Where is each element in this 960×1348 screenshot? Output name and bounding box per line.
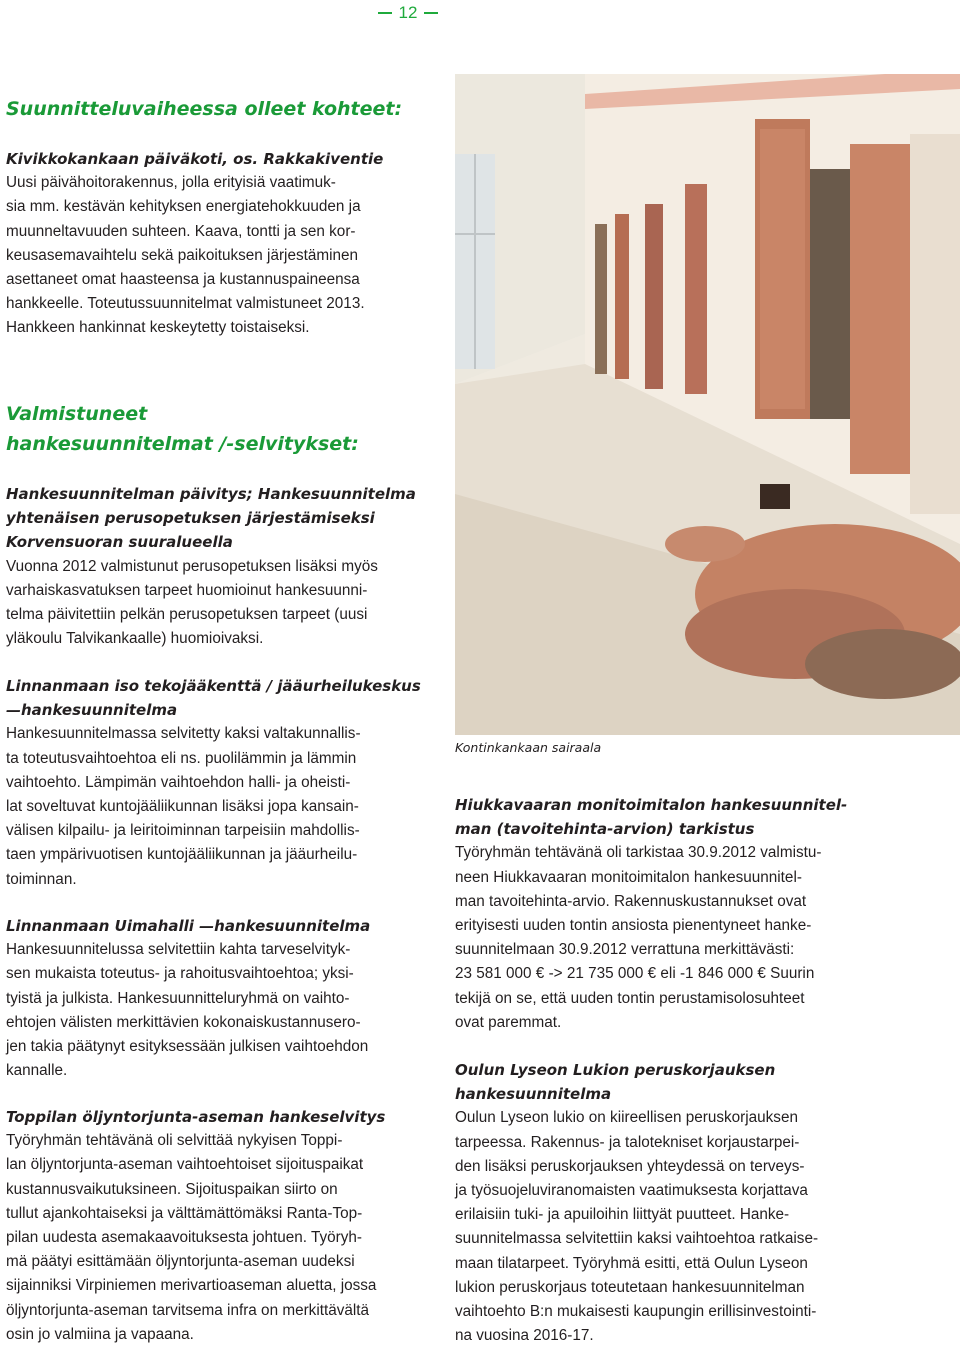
body-line: Oulun Lyseon lukio on kiireellisen peruskorjauksen — [455, 1109, 798, 1127]
page-number — [378, 4, 438, 22]
body-line: ovat paremmat. — [455, 1013, 562, 1031]
body-line: Työryhmän tehtävänä oli selvittää nykyisen Toppi- — [6, 1132, 343, 1150]
body-line: suunnitelmassa selvitettiin kaksi vaihtoehtoa ratkaise- — [455, 1230, 819, 1248]
body-line: jen takia päätynyt esityksessään julkisen vaihtoehdon — [6, 1038, 369, 1056]
body-line: hankkeelle. Toteutussuunnitelmat valmistuneet 2013. — [6, 295, 365, 313]
article-kivikkokangas — [6, 147, 446, 341]
body-line: muunneltavuuden suhteen. Kaava, tontti ja sen kor- — [6, 222, 356, 240]
body-line: Hankesuunnitelmassa selvitetty kaksi valtakunnallis- — [6, 725, 361, 743]
body-line: lat soveltuvat kuntojääliikunnan lisäksi jopa kansain- — [6, 798, 359, 816]
article-title: —hankesuunnitelma — [6, 701, 178, 720]
body-line: sia mm. kestävän kehityksen energiatehokkuuden ja — [6, 198, 361, 216]
body-line: tullut ajankohtaiseksi ja välttämättömäksi Ranta-Top- — [6, 1204, 363, 1222]
body-line: yläkoulu Talvikankaalle) huomioivaksi. — [6, 630, 264, 648]
article-title: man (tavoitehinta-arvion) tarkistus — [455, 820, 755, 839]
body-line: man tavoitehinta-arvio. Rakennuskustannukset ovat — [455, 892, 807, 910]
body-line: 23 581 000 € -> 21 735 000 € eli -1 846 000 € Suurin — [455, 965, 815, 983]
article-toppila — [6, 1105, 451, 1347]
body-line: pilan uudesta asemakaavoituksesta johtuen. Työryh- — [6, 1229, 363, 1247]
article-title: Korvensuoran suuralueella — [6, 533, 233, 552]
body-line: Työryhmän tehtävänä oli tarkistaa 30.9.2012 valmistu- — [455, 844, 822, 862]
corridor-photo-drawing — [455, 74, 960, 735]
body-line: taen ympärivuotisen kuntojääliikunnan ja jääurheilu- — [6, 846, 358, 864]
article-title: Oulun Lyseon Lukion peruskorjauksen — [455, 1061, 776, 1079]
body-line: neen Hiukkavaaran monitoimitalon hankesuunnitel- — [455, 868, 802, 886]
body-line: ta toteutusvaihtoehtoa eli ns. puolilämmin ja lämmin — [6, 749, 357, 767]
page-number-dash-left — [378, 12, 392, 14]
article-title: Toppilan öljyntorjunta-aseman hankeselvitys — [6, 1108, 386, 1126]
article-title: yhtenäisen perusopetuksen järjestämiseksi — [6, 509, 375, 528]
body-line: erityisesti uuden tontin ansiosta pienentyneet hanke- — [455, 917, 812, 935]
article-lyseo — [455, 1058, 925, 1348]
section-heading-line: hankesuunnitelmat /-selvitykset: — [6, 433, 359, 455]
body-line: kannalle. — [6, 1062, 68, 1080]
body-line: telma päivitettiin pelkän perusopetuksen tarpeet (uusi — [6, 606, 368, 624]
body-line: asettaneet omat haasteensa ja kustannuspaineensa — [6, 271, 360, 289]
body-line: välisen kilpailu- ja leiritoiminnan tarpeisiin mahdollis- — [6, 822, 360, 840]
body-line: tarpeessa. Rakennus- ja talotekniset korjaustarpei- — [455, 1133, 800, 1151]
body-line: vaihtoehto. Lämpimän vaihtoehdon halli- ja oheisti- — [6, 773, 351, 791]
section-heading-completed — [6, 399, 359, 459]
body-line: varhaiskasvatuksen tarpeet huomioinut hankesuunni- — [6, 581, 368, 599]
article-title: hankesuunnitelma — [455, 1085, 612, 1104]
body-line: tekijä on se, että uuden tontin perustamisolosuhteet — [455, 989, 805, 1007]
body-line: kustannusvaikutuksineen. Sijoituspaikan siirto on — [6, 1180, 338, 1198]
body-line: lukion peruskorjaus toteutetaan hankesuunnitelman — [455, 1278, 805, 1296]
body-line: suunnitelmaan 30.9.2012 verrattuna merkittävästi: — [455, 941, 795, 959]
body-line: mä päätyi esittämään öljyntorjunta-aseman uudeksi — [6, 1253, 355, 1271]
body-line: ja työsuojeluviranomaisten vaatimuksesta korjattava — [455, 1182, 808, 1200]
section-heading-planning: Suunnitteluvaiheessa olleet kohteet: — [6, 98, 403, 120]
body-line: Vuonna 2012 valmistunut perusopetuksen lisäksi myös — [6, 557, 378, 575]
body-line: ehtojen välisten merkittävien kokonaiskustannusero- — [6, 1013, 361, 1031]
article-paivitys — [6, 482, 451, 651]
body-line: Hankesuunnitelussa selvitettiin kahta tarveselvityk- — [6, 941, 351, 959]
body-line: toiminnan. — [6, 870, 77, 888]
body-line: lan öljyntorjunta-aseman vaihtoehtoiset sijoituspaikat — [6, 1156, 364, 1174]
page-number-text: 12 — [398, 3, 418, 22]
body-line: Hankkeen hankinnat keskeytetty toistaiseksi. — [6, 319, 310, 337]
article-hiukkavaara — [455, 793, 925, 1035]
page-number-dash-right — [424, 12, 438, 14]
article-title: Linnanmaan Uimahalli —hankesuunnitelma — [6, 917, 371, 935]
body-line: osin jo valmiina ja vapaana. — [6, 1325, 194, 1343]
article-tekojaakentta — [6, 674, 451, 892]
article-title: Hankesuunnitelman päivitys; Hankesuunnitelma — [6, 485, 416, 503]
body-line: vaihtoehto B:n mukaisesti kaupungin erillisinvestointi- — [455, 1303, 817, 1321]
article-title: Hiukkavaaran monitoimitalon hankesuunnitel- — [455, 796, 848, 814]
body-line: sen mukaista toteutus- ja rahoitusvaihtoehtoa; yksi- — [6, 965, 354, 983]
body-line: erilaisiin tuki- ja apuiloihin liittyät puutteet. Hanke- — [455, 1206, 790, 1224]
photo-caption: Kontinkankaan sairaala — [455, 740, 602, 755]
article-body — [6, 171, 446, 340]
body-line: Uusi päivähoitorakennus, jolla erityisiä vaatimuk- — [6, 174, 336, 192]
body-line: den lisäksi peruskorjauksen yhteydessä on terveys- — [455, 1157, 805, 1175]
body-line: maan tilatarpeet. Työryhmä esitti, että Oulun Lyseon — [455, 1254, 808, 1272]
corridor-photo — [455, 74, 960, 735]
article-title: Linnanmaan iso tekojääkenttä / jääurheilukeskus — [6, 677, 421, 695]
body-line: sijainniksi Virpiniemen merivartioaseman aluetta, jossa — [6, 1277, 377, 1295]
body-line: tyistä ja julkista. Hankesuunnitteluryhmä on vaihto- — [6, 989, 350, 1007]
body-line: öljyntorjunta-aseman tarvitsema infra on merkittävältä — [6, 1301, 370, 1319]
article-title: Kivikkokankaan päiväkoti, os. Rakkakiventie — [6, 150, 384, 168]
body-line: keusasemavaihtelu sekä paikoituksen järjestäminen — [6, 246, 359, 264]
section-heading-line: Valmistuneet — [6, 403, 148, 425]
article-uimahalli — [6, 914, 451, 1083]
body-line: na vuosina 2016-17. — [455, 1327, 594, 1345]
